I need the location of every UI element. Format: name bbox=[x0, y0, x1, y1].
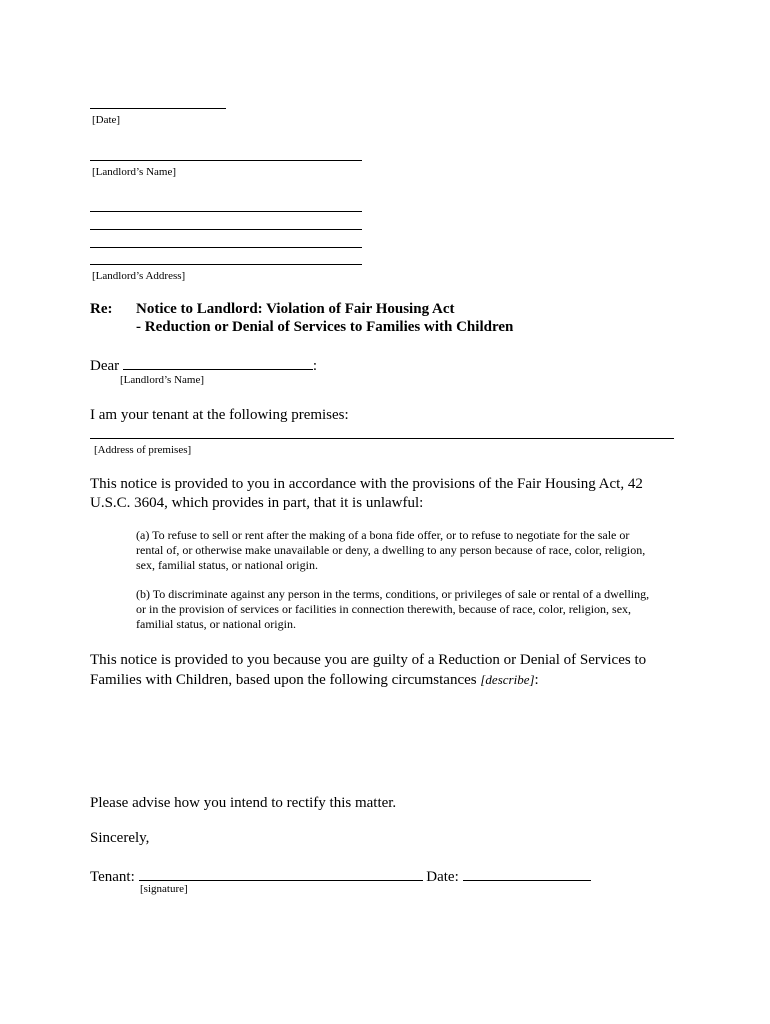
guilty-notice-line-2-wrap bbox=[90, 670, 690, 690]
provision-a-line-3: sex, familial status, or national origin. bbox=[136, 558, 318, 572]
date-blank-line[interactable] bbox=[90, 108, 226, 109]
premises-label: [Address of premises] bbox=[94, 444, 192, 456]
landlord-name-label: [Landlord’s Name] bbox=[92, 166, 176, 178]
landlord-address-line-4[interactable] bbox=[90, 264, 362, 265]
re-title-line-2: - Reduction or Denial of Services to Families with Children bbox=[136, 319, 514, 335]
date-label: [Date] bbox=[92, 114, 121, 126]
notice-intro bbox=[90, 475, 690, 513]
guilty-notice-line-1: This notice is provided to you because you are guilty of a Reduction or Denial of Services to bbox=[90, 652, 647, 668]
provision-b bbox=[136, 587, 696, 632]
landlord-address-line-2[interactable] bbox=[90, 229, 362, 230]
dear-word: Dear bbox=[90, 358, 120, 374]
salutation-colon: : bbox=[312, 358, 318, 374]
landlord-address-line-1[interactable] bbox=[90, 211, 362, 212]
notice-intro-line-1: This notice is provided to you in accordance with the provisions of the Fair Housing Act, 42 bbox=[90, 476, 643, 492]
advise-statement: Please advise how you intend to rectify this matter. bbox=[90, 795, 397, 811]
tenant-label: Tenant: bbox=[90, 869, 135, 885]
signature-date-blank[interactable] bbox=[463, 866, 591, 881]
provision-a-line-1: (a) To refuse to sell or rent after the making of a bona fide offer, or to refuse to negotiate for the sale or bbox=[136, 528, 630, 542]
guilty-notice bbox=[90, 651, 690, 690]
salutation bbox=[90, 355, 317, 376]
provision-b-line-1: (b) To discriminate against any person in the terms, conditions, or privileges of sale or rental of a dwelling, bbox=[136, 587, 650, 601]
provision-a-line-2: rental of, or otherwise make unavailable or deny, a dwelling to any person because of race, color, religion, bbox=[136, 543, 646, 557]
landlord-name-blank-line[interactable] bbox=[90, 160, 362, 161]
guilty-notice-line-2: Families with Children, based upon the following circumstances bbox=[90, 672, 477, 688]
re-title-line-1: Notice to Landlord: Violation of Fair Housing Act bbox=[136, 301, 455, 317]
salutation-name-blank[interactable] bbox=[123, 355, 313, 370]
closing: Sincerely, bbox=[90, 830, 150, 846]
re-prefix: Re: bbox=[90, 301, 113, 317]
signature-label: [signature] bbox=[140, 883, 188, 895]
salutation-name-label: [Landlord’s Name] bbox=[120, 374, 204, 386]
tenant-signature-blank[interactable] bbox=[139, 866, 423, 881]
provision-b-line-3: familial status, or national origin. bbox=[136, 617, 296, 631]
describe-instruction: [describe] bbox=[480, 672, 535, 687]
describe-colon: : bbox=[534, 672, 539, 688]
provision-b-line-2: or in the provision of services or facilities in connection therewith, because of race, color, religion, sex, bbox=[136, 602, 632, 616]
landlord-address-line-3[interactable] bbox=[90, 247, 362, 248]
date-label-signature: Date: bbox=[426, 869, 459, 885]
premises-blank-line[interactable] bbox=[90, 438, 674, 439]
notice-intro-line-2: U.S.C. 3604, which provides in part, that it is unlawful: bbox=[90, 495, 424, 511]
landlord-address-label: [Landlord’s Address] bbox=[92, 270, 186, 282]
provision-a bbox=[136, 528, 696, 573]
tenant-statement: I am your tenant at the following premises: bbox=[90, 407, 349, 423]
